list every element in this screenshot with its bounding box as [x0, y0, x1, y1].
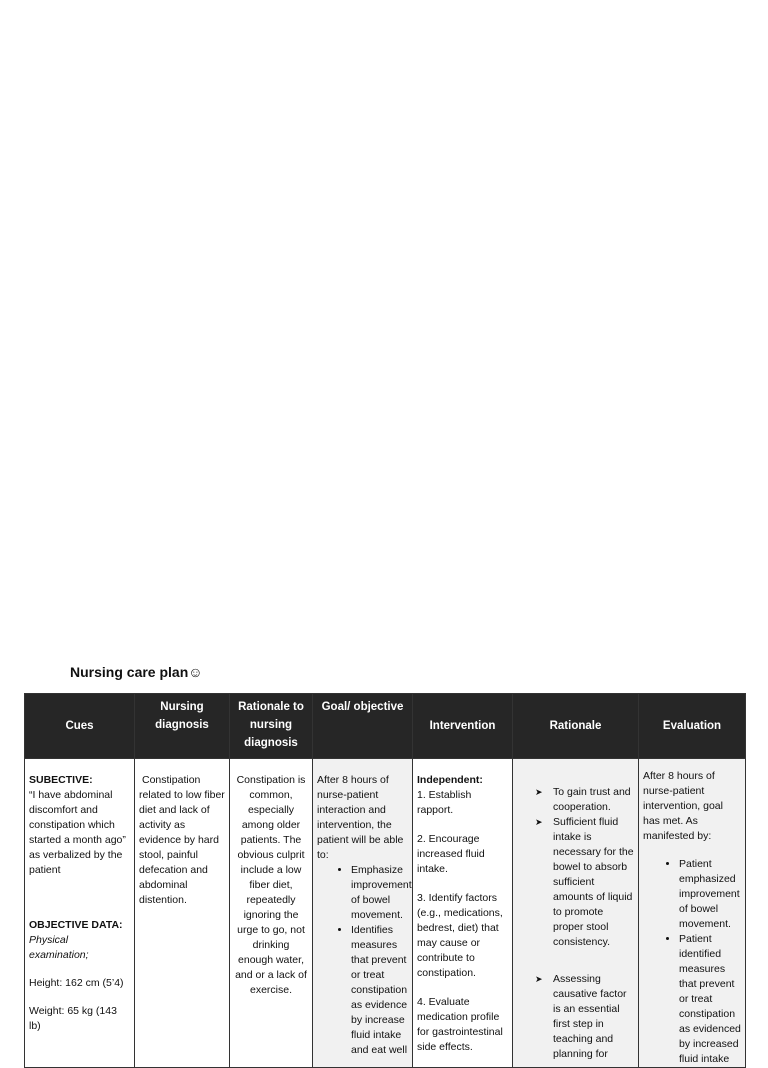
header-evaluation: Evaluation: [639, 694, 746, 759]
cell-nursing-diagnosis: [135, 759, 230, 1068]
rationale-text: Assessing causative factor is an essential first step in teaching and planning for: [553, 973, 627, 1060]
rationale-text: To gain trust and cooperation.: [553, 786, 631, 813]
cell-cues: [25, 759, 135, 1068]
list-item: 1. Establish rapport.: [417, 789, 472, 816]
physical-exam-label: Physical examination;: [29, 934, 89, 961]
header-nursing-diagnosis: Nursing diagnosis: [135, 694, 230, 759]
header-cues: Cues: [25, 694, 135, 759]
diagnosis-text: Constipation related to low fiber diet and lack of activity as evidence by hard stool, painful defecation and abdominal distention.: [139, 774, 225, 906]
header-rationale: Rationale: [513, 694, 639, 759]
table-row: [25, 759, 746, 1068]
header-rationale-to-diagnosis: Rationale to nursing diagnosis: [230, 694, 313, 759]
objective-label: OBJECTIVE DATA:: [29, 919, 123, 931]
cell-goal-objective: [313, 759, 413, 1068]
list-item: • Emphasize improvement of bowel movement.: [351, 863, 408, 923]
table-header-row: [25, 694, 746, 759]
rationale-text: Sufficient fluid intake is necessary for the bowel to absorb sufficient amounts of liquid to promote proper stool consistency.: [553, 816, 634, 948]
goal-bullet-list: [317, 863, 412, 1058]
subjective-label: SUBECTIVE:: [29, 774, 93, 786]
list-item: • Identifies measures that prevent or treat constipation as evidence by increase fluid intake and eat well: [351, 923, 408, 1058]
intervention-label: Independent:: [417, 774, 483, 786]
list-item: 4. Evaluate medication profile for gastrointestinal side effects.: [417, 996, 503, 1053]
goal-intro: After 8 hours of nurse-patient interaction and intervention, the patient will be able to:: [317, 774, 404, 861]
cell-rationale: [513, 759, 639, 1068]
header-goal-objective: Goal/ objective: [313, 694, 413, 759]
list-item: [517, 972, 634, 1062]
list-item: 3. Identify factors (e.g., medications, bedrest, diet) that may cause or contribute to constipation.: [417, 892, 503, 979]
evaluation-intro: After 8 hours of nurse-patient intervention, goal has met. As manifested by:: [643, 770, 723, 842]
list-item: • Patient identified measures that prevent or treat constipation as evidenced by increased fluid intake: [679, 932, 741, 1067]
header-intervention: Intervention: [413, 694, 513, 759]
nursing-care-plan-table: [24, 693, 746, 1068]
subjective-text: “I have abdominal discomfort and constipation which started a month ago” as verbalized by the patient: [29, 789, 126, 876]
list-item: [517, 785, 634, 815]
list-item: • Patient emphasized improvement of bowel movement.: [679, 857, 741, 932]
document-title: Nursing care plan☺: [70, 664, 203, 680]
evaluation-bullet-list: [643, 857, 741, 1067]
height-value: Height: 162 cm (5’4): [29, 977, 124, 989]
cell-intervention: [413, 759, 513, 1068]
weight-value: Weight: 65 kg (143 lb): [29, 1005, 117, 1032]
list-item: [517, 815, 634, 950]
arrow-bullet-icon: ➤: [535, 974, 543, 984]
list-item: 2. Encourage increased fluid intake.: [417, 833, 485, 875]
arrow-bullet-icon: ➤: [535, 787, 543, 797]
cell-evaluation: [639, 759, 746, 1068]
arrow-bullet-icon: ➤: [535, 817, 543, 827]
cell-rationale-to-diagnosis: [230, 759, 313, 1068]
rationale-diagnosis-text: Constipation is common, especially among older patients. The obvious culprit include a low fiber diet, repeatedly ignoring the urge to go, not drinking enough water, and or a lack of exercise.: [235, 774, 307, 996]
